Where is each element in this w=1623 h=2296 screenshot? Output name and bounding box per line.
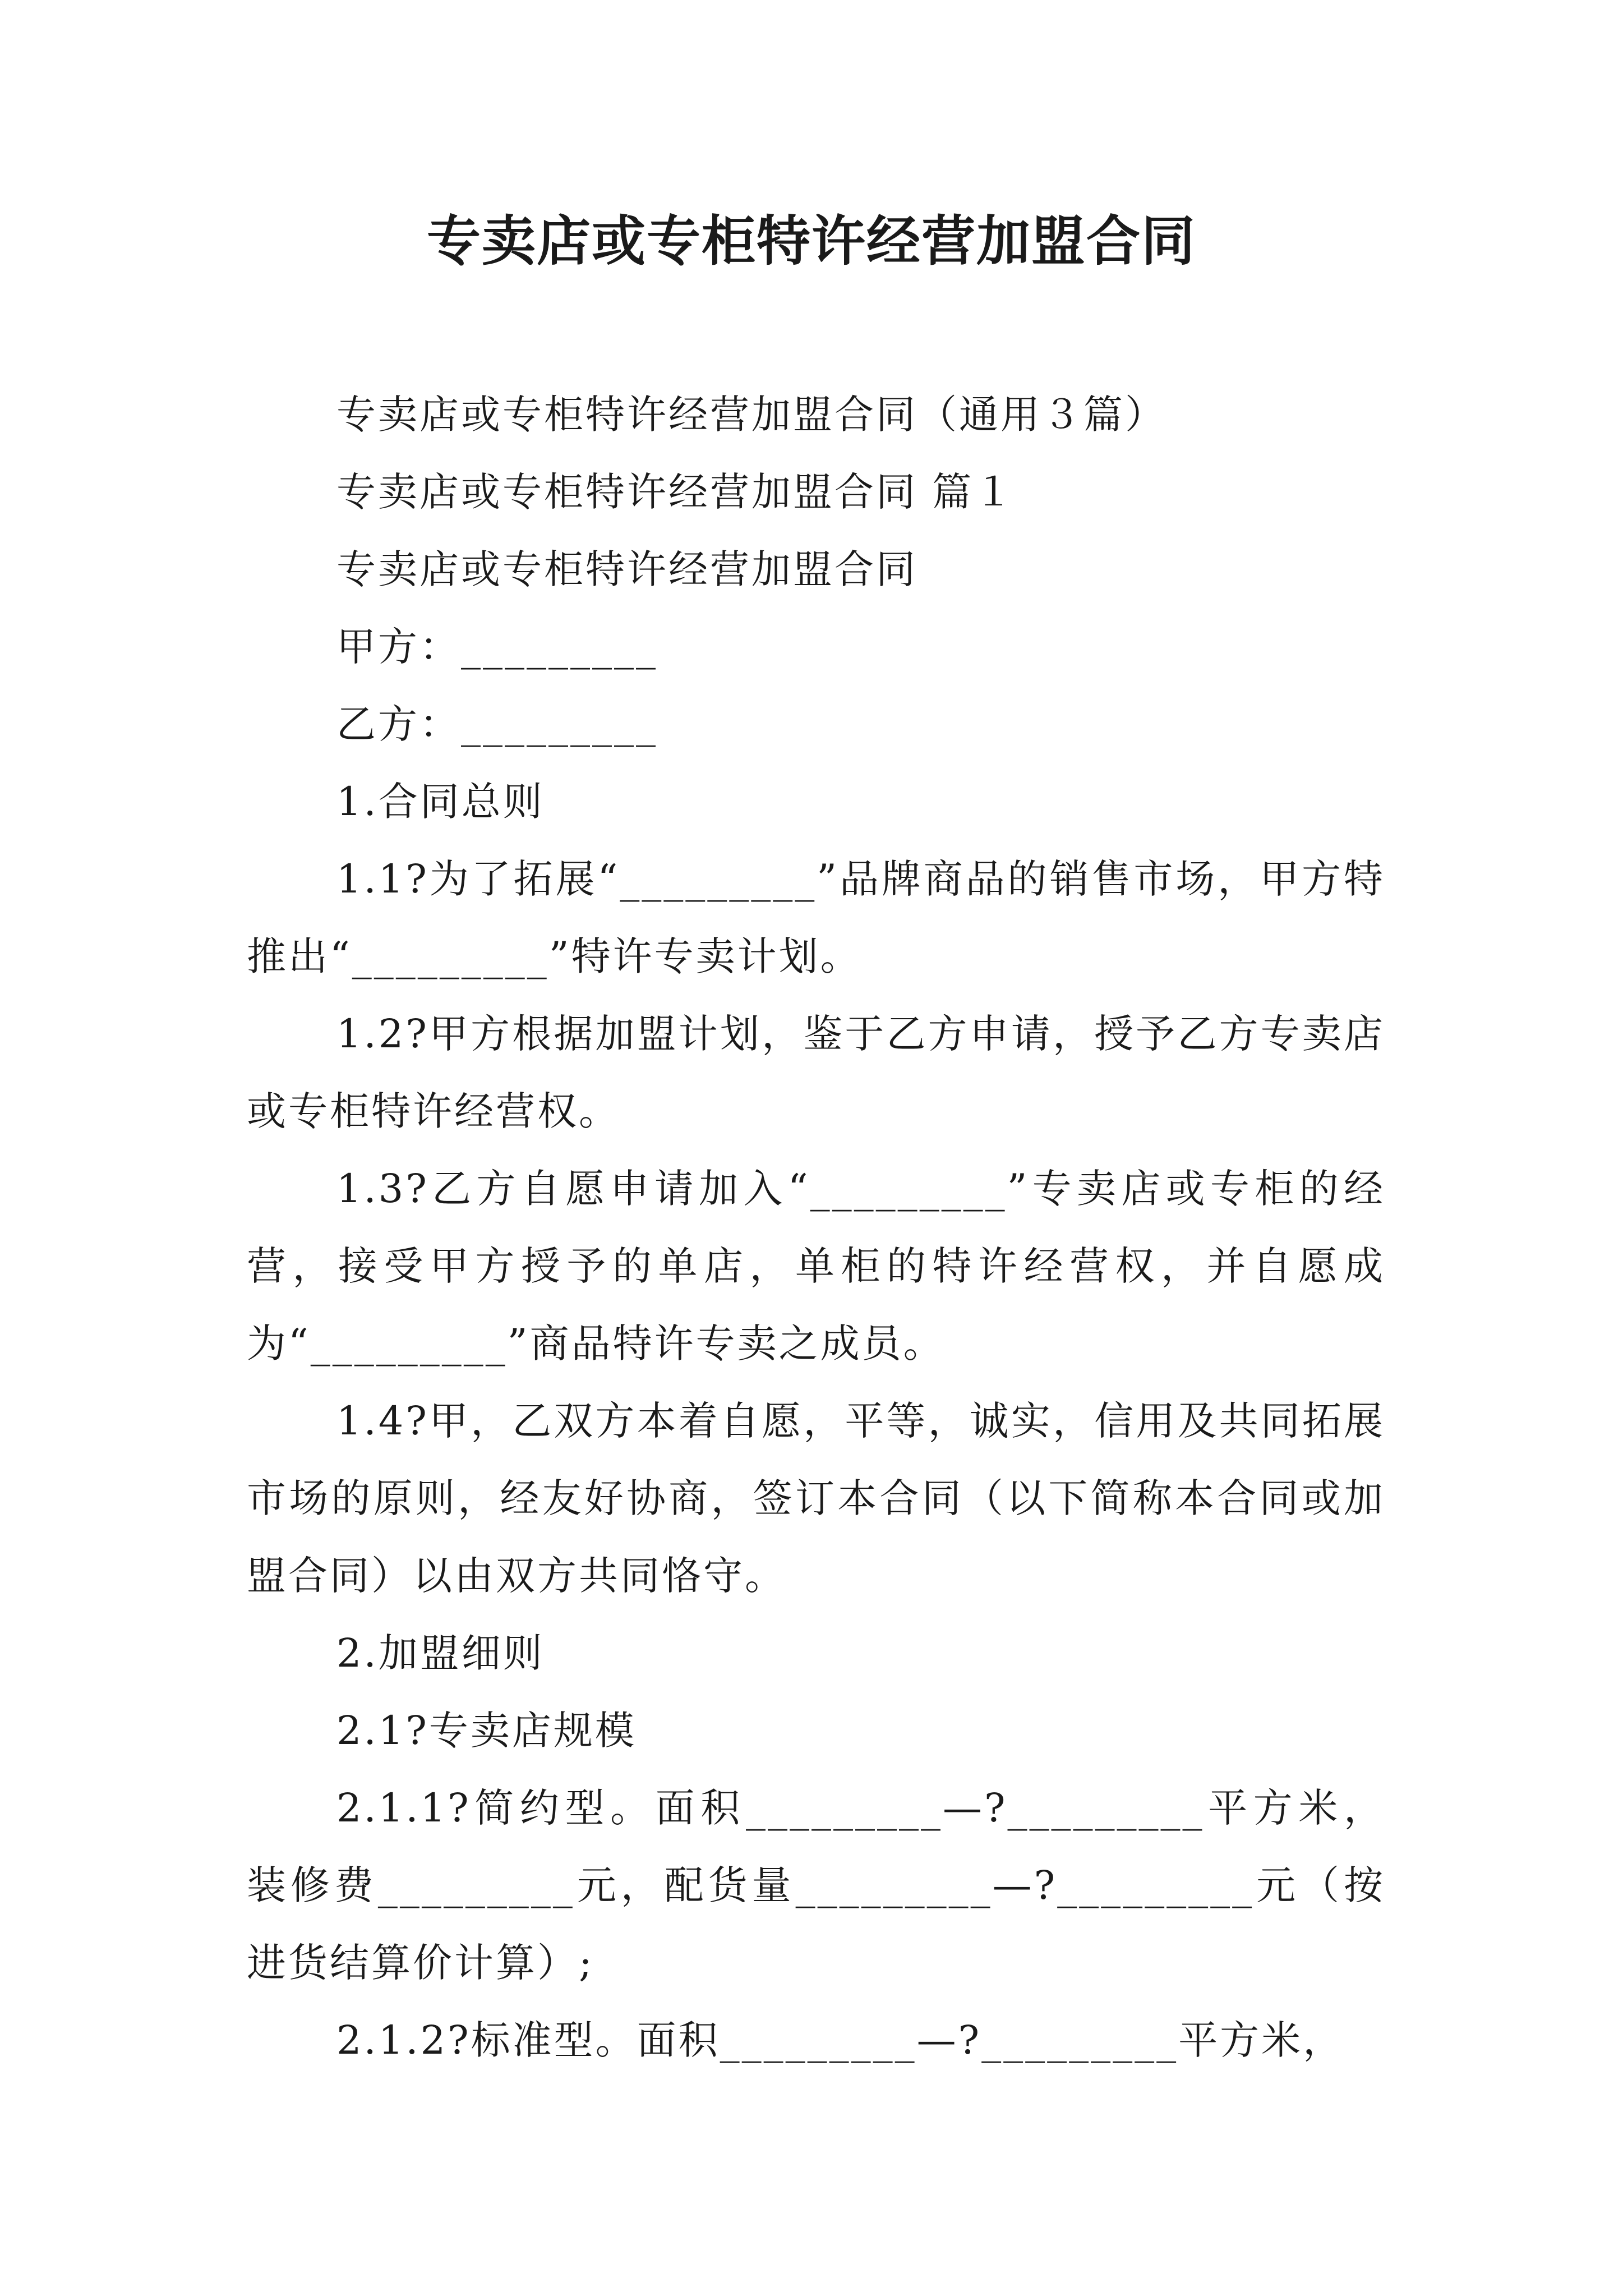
paragraph: 2.加盟细则: [336, 1630, 545, 1676]
paragraph: 乙方：_________: [336, 701, 658, 747]
paragraph: 1.合同总则: [336, 779, 545, 825]
paragraph: 专卖店或专柜特许经营加盟合同 篇１: [336, 469, 1016, 515]
paragraph: 甲方：_________: [336, 624, 658, 670]
paragraph: 2.1.2?标准型。面积_________—?_________平方米，: [336, 2017, 1345, 2063]
document-title: 专卖店或专柜特许经营加盟合同: [427, 210, 1196, 273]
paragraph: 2.1?专卖店规模: [336, 1708, 637, 1754]
document-body: [247, 376, 1385, 2079]
paragraph: 2.1.1?简约型。面积_________—?_________平方米，装修费_________元，配货量_________—?_________元（按进货结算价计算）;: [247, 1785, 1385, 1986]
paragraph: 1.3?乙方自愿申请加入“_________”专卖店或专柜的经营，接受甲方授予的单店，单柜的特许经营权，并自愿成为“_________”商品特许专卖之成员。: [247, 1166, 1385, 1366]
paragraph: 1.4?甲，乙双方本着自愿，平等，诚实，信用及共同拓展市场的原则，经友好协商，签订本合同（以下简称本合同或加盟合同）以由双方共同恪守。: [247, 1398, 1385, 1599]
paragraph: 1.2?甲方根据加盟计划，鉴于乙方申请，授予乙方专卖店或专柜特许经营权。: [247, 1011, 1385, 1134]
paragraph: 专卖店或专柜特许经营加盟合同（通用３篇）: [336, 392, 1166, 438]
paragraph: 1.1?为了拓展“_________”品牌商品的销售市场，甲方特推出“_________”特许专卖计划。: [247, 856, 1385, 979]
paragraph: 专卖店或专柜特许经营加盟合同: [336, 546, 917, 592]
